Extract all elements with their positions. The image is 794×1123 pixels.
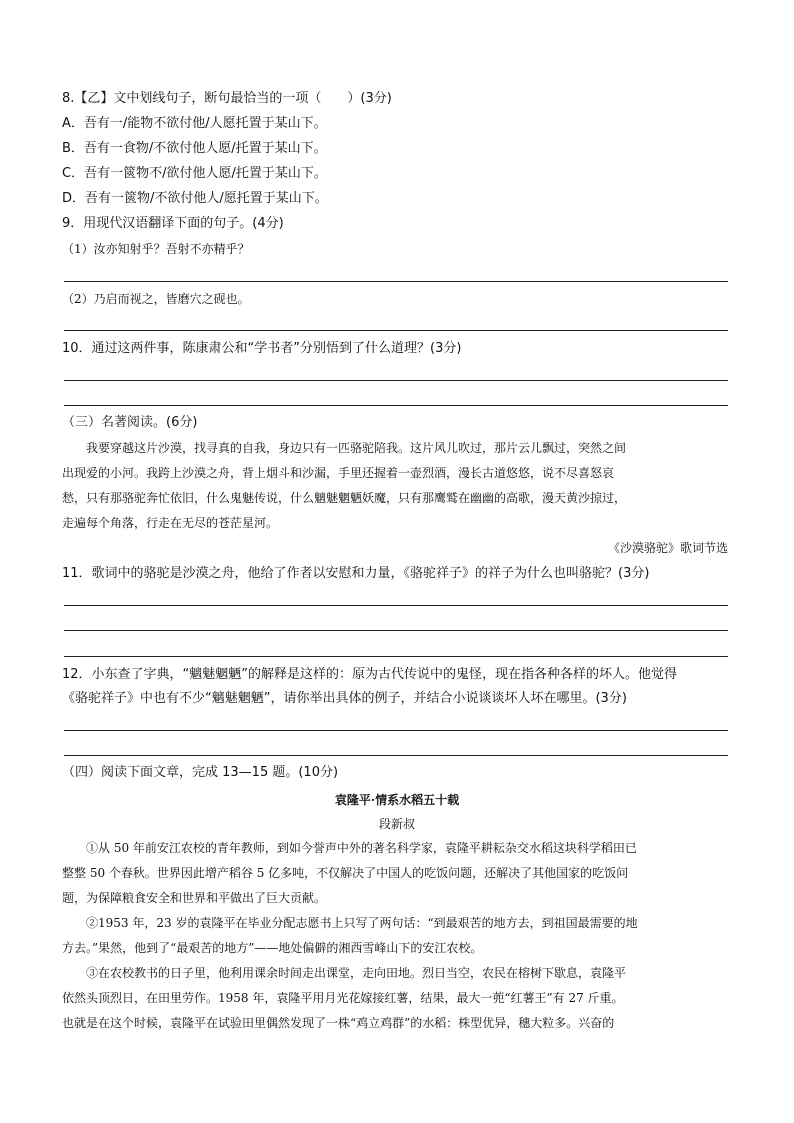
para-3-line-3: 也就是在这个时候，袁隆平在试验田里偶然发现了一株“鸡立鸡群”的水稻：株型优异，穗大粒多。兴奋的	[62, 1016, 615, 1030]
lyric-line-3: 愁，只有那骆驼奔忙依旧，什么鬼魅传说，什么魑魅魍魉妖魔，只有那鹰鹫在幽幽的高歌，漫天黄沙掠过，	[62, 491, 627, 505]
q10-stem: 10．通过这两件事，陈康肃公和“学书者”分别悟到了什么道理？(3分)	[62, 341, 462, 356]
para-2-line-1: ②1953 年，23 岁的袁隆平在毕业分配志愿书上只写了两句话：“到最艰苦的地方去，到祖国最需要的地	[86, 916, 638, 930]
article-title: 袁隆平·情系水稻五十载	[334, 793, 460, 807]
q11-stem: 11．歌词中的骆驼是沙漠之舟，他给了作者以安慰和力量，《骆驼祥子》的祥子为什么也叫骆驼？(3分)	[62, 566, 650, 581]
para-3-line-2: 依然头顶烈日，在田里劳作。1958 年，袁隆平用月光花嫁接红薯，结果，最大一蔸“红薯王”有 27 斤重。	[62, 991, 624, 1005]
para-1-line-2: 整整 50 个春秋。世界因此增产稻谷 5 亿多吨，不仅解决了中国人的吃饭问题，还解决了其他国家的吃饭问	[62, 866, 629, 880]
q8-option-a: A．吾有一/能物不欲付他/人愿托置于某山下。	[62, 116, 327, 131]
lyric-line-1: 我要穿越这片沙漠，找寻真的自我，身边只有一匹骆驼陪我。这片风儿吹过，那片云儿飘过，突然之间	[86, 441, 627, 455]
q8-option-c: C．吾有一篋物不/欲付他人愿/托置于某山下。	[62, 166, 327, 181]
answer-line	[64, 380, 728, 381]
para-3-line-1: ③在农校教书的日子里，他利用课余时间走出课堂，走向田地。烈日当空，农民在榕树下歇息，袁隆平	[86, 966, 627, 980]
q8-option-b: B．吾有一食物/不欲付他人愿/托置于某山下。	[62, 141, 327, 156]
q12-line-2: 《骆驼祥子》中也有不少“魑魅魍魉”，请你举出具体的例子，并结合小说谈谈坏人坏在哪里。(3分)	[62, 691, 627, 706]
para-2-line-2: 方去。”果然，他到了“最艰苦的地方”——地处偏僻的湘西雪峰山下的安江农校。	[62, 941, 483, 955]
para-1-line-3: 题，为保障粮食安全和世界和平做出了巨大贡献。	[62, 891, 327, 905]
article-author: 段新叔	[378, 817, 415, 831]
answer-line	[64, 730, 728, 731]
answer-line	[64, 630, 728, 631]
q9-stem: 9．用现代汉语翻译下面的句子。(4分)	[62, 216, 284, 231]
q9-sentence-2: （2）乃启而视之，皆磨穴之砚也。	[62, 292, 250, 306]
answer-line	[64, 281, 728, 282]
lyric-source: 《沙漠骆驼》歌词节选	[607, 541, 728, 555]
answer-line	[64, 605, 728, 606]
q8-option-d: D．吾有一篋物/不欲付他人/愿托置于某山下。	[62, 191, 328, 206]
answer-line	[64, 405, 728, 406]
answer-line	[64, 330, 728, 331]
section-4-heading: （四）阅读下面文章，完成 13—15 题。(10分)	[62, 765, 339, 780]
answer-line	[64, 656, 728, 657]
lyric-line-2: 出现爱的小河。我跨上沙漠之舟，背上烟斗和沙漏，手里还握着一壶烈酒，漫长古道悠悠，说不尽喜怒哀	[62, 466, 615, 480]
answer-line	[64, 755, 728, 756]
para-1-line-1: ①从 50 年前安江农校的青年教师，到如今誉声中外的著名科学家，袁隆平耕耘杂交水稻这块科学稻田已	[86, 841, 637, 855]
q8-stem: 8.【乙】文中划线句子，断句最恰当的一项（ ）(3分)	[62, 91, 392, 106]
section-3-heading: （三）名著阅读。(6分)	[62, 415, 198, 430]
q9-sentence-1: （1）汝亦知射乎？吾射不亦精乎？	[62, 242, 250, 256]
lyric-line-4: 走遍每个角落，行走在无尽的苍茫星河。	[62, 516, 279, 530]
q12-line-1: 12．小东查了字典，“魑魅魍魉”的解释是这样的：原为古代传说中的鬼怪，现在指各种各样的坏人。他觉得	[62, 667, 678, 682]
